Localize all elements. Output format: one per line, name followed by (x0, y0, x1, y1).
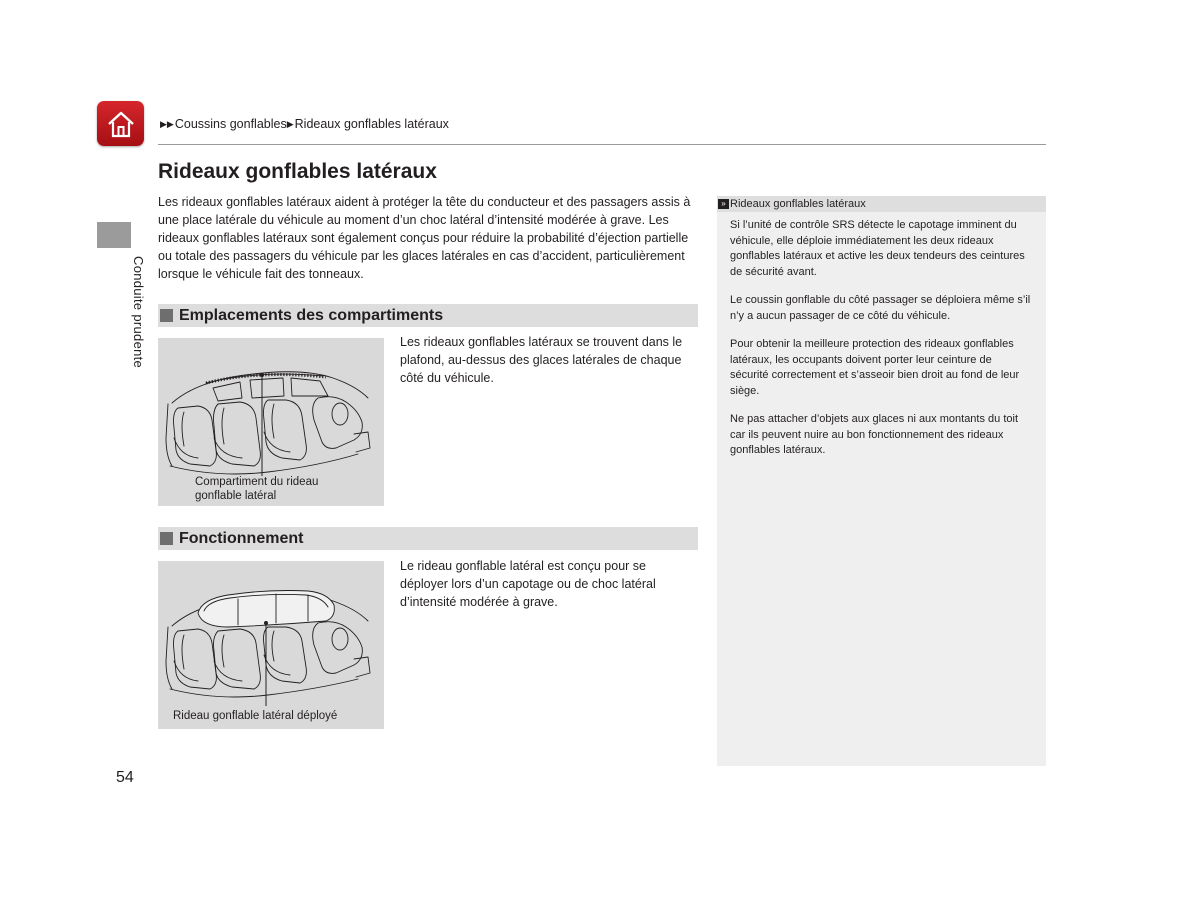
figure-caption: Rideau gonflable latéral déployé (173, 710, 338, 722)
section-marker-icon (160, 309, 173, 322)
breadcrumb-item-rideaux[interactable]: Rideaux gonflables latéraux (294, 117, 449, 131)
figure-compartment-location (158, 338, 384, 506)
chapter-tab[interactable] (97, 222, 131, 248)
notes-sidebar (717, 196, 1046, 766)
section-header-emplacements (158, 304, 698, 327)
header-divider (158, 144, 1046, 145)
section-text: Les rideaux gonflables latéraux se trouvent dans le plafond, au-dessus des glaces latérales de chaque côté du véhicule. (400, 335, 683, 385)
vehicle-interior-illustration (158, 561, 384, 729)
sidebar-header (717, 196, 1046, 212)
section-header-fonctionnement (158, 527, 698, 550)
breadcrumb-arrow-icon: ▶ (286, 118, 294, 129)
figure-curtain-deployed (158, 561, 384, 729)
figure-caption: Compartiment du rideau gonflable latéral (195, 476, 319, 502)
sidebar-paragraph: Si l’unité de contrôle SRS détecte le capotage imminent du véhicule, elle déploie immédiatement les deux rideaux gonflables latéraux et active les deux tendeurs des ceintures de sécurité avant. (730, 219, 1025, 278)
page-title: Rideaux gonflables latéraux (158, 160, 437, 183)
section-marker-icon (160, 532, 173, 545)
sidebar-paragraph: Pour obtenir la meilleure protection des rideaux gonflables latéraux, les occupants doivent porter leur ceinture de sécurité correctement et s’asseoir bien droit au fond de leur siège. (730, 338, 1020, 397)
sidebar-body (717, 212, 1046, 459)
reference-icon: » (718, 199, 729, 209)
intro-paragraph: Les rideaux gonflables latéraux aident à protéger la tête du conducteur et des passagers assis à une place latérale du véhicule au moment d’un choc latéral d’intensité modérée à grave. Les rideaux gonflables latéraux sont également conçus pour réduire la probabilité d’éjection partielle ou totale des passagers du véhicule par les glaces latérales en cas d’accident, particulièrement lorsque le véhicule fait des tonneaux. (158, 195, 691, 281)
section-text: Le rideau gonflable latéral est conçu pour se déployer lors d’un capotage ou de choc latéral d’intensité modérée à grave. (400, 559, 656, 609)
sidebar-paragraph: Ne pas attacher d’objets aux glaces ni aux montants du toit car ils peuvent nuire au bon fonctionnement des rideaux gonflables latéraux. (730, 413, 1019, 456)
section-title: Emplacements des compartiments (179, 306, 444, 324)
breadcrumb (160, 117, 449, 131)
sidebar-title: Rideaux gonflables latéraux (730, 198, 866, 210)
breadcrumb-item-coussins[interactable]: Coussins gonflables (174, 117, 287, 131)
page-number: 54 (116, 769, 134, 786)
sidebar-paragraph: Le coussin gonflable du côté passager se déploiera même s’il n’y a aucun passager de ce côté du véhicule. (730, 294, 1031, 322)
section-title: Fonctionnement (179, 529, 304, 547)
breadcrumb-arrow-icon: ▶▶ (160, 118, 174, 129)
home-icon (105, 109, 137, 139)
chapter-label: Conduite prudente (131, 256, 146, 369)
home-button[interactable] (97, 101, 144, 146)
